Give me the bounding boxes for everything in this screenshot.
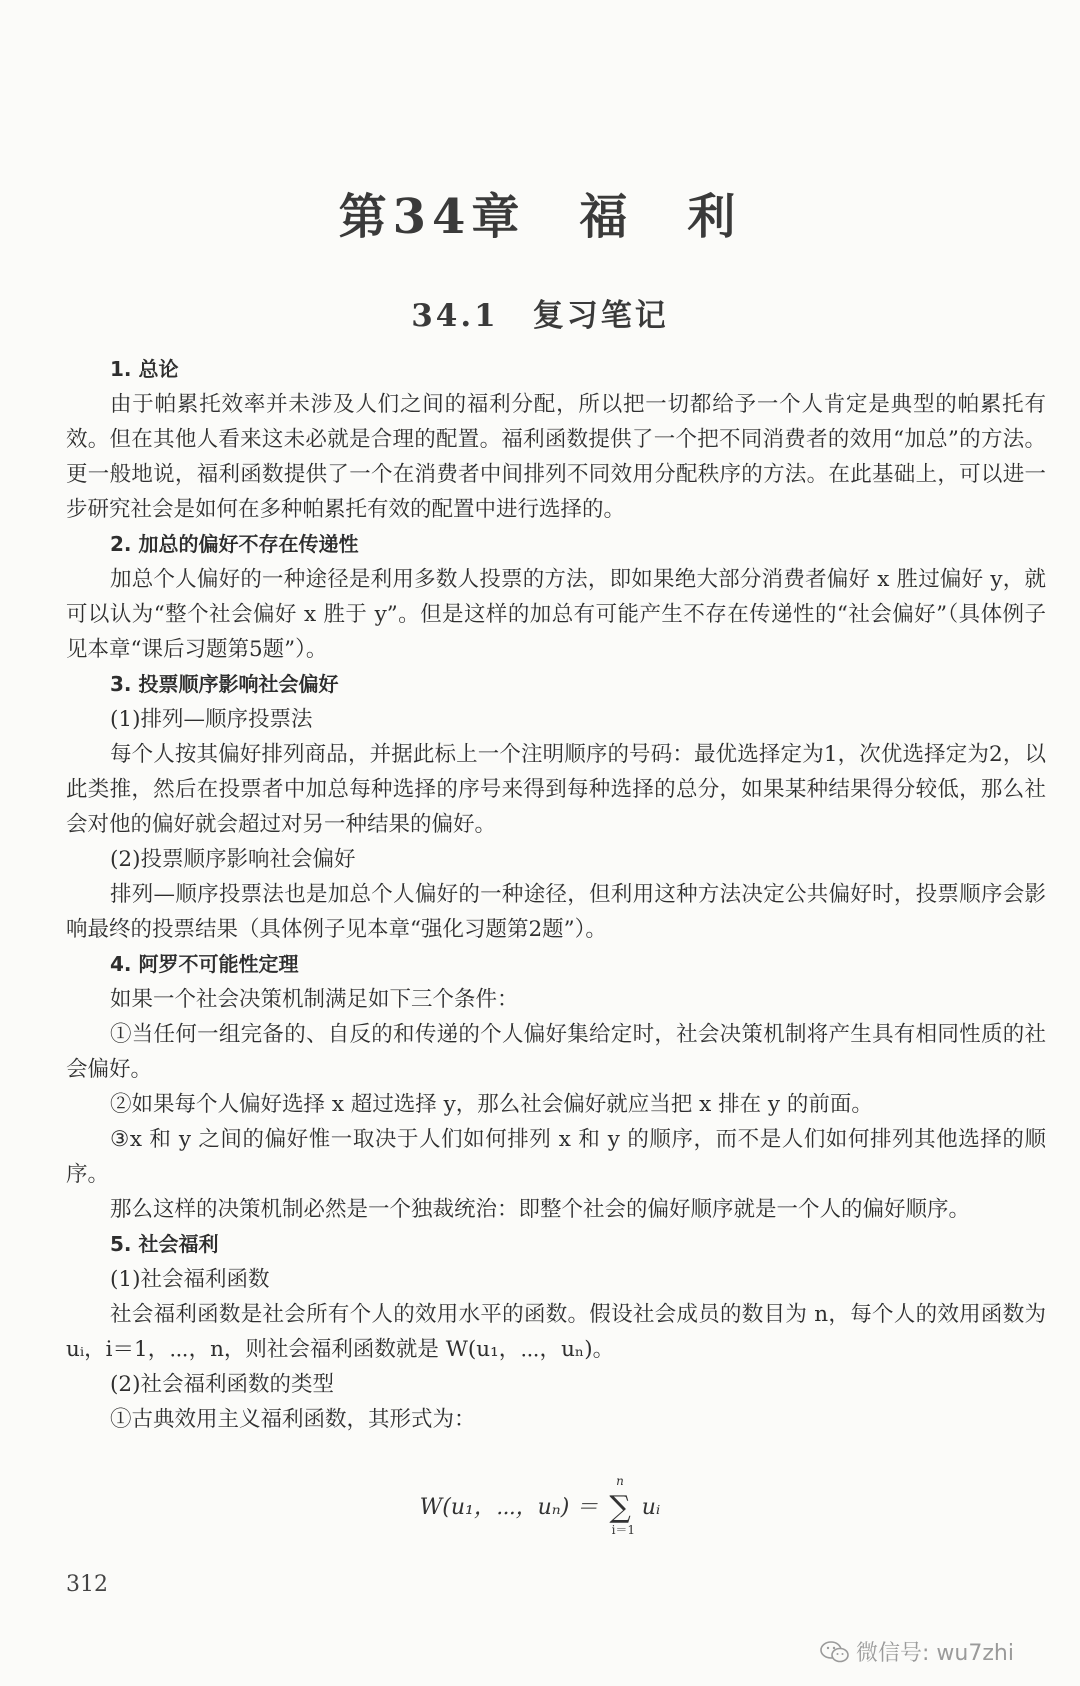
paragraph-intransitivity: 加总个人偏好的一种途径是利用多数人投票的方法，即如果绝大部分消费者偏好 x 胜过偏好 y，就可以认为“整个社会偏好 x 胜于 y”。但是这样的加总有可能产生不存在传递性的“社会偏好”（具体例子见本章“课后习题第5题”）。	[66, 567, 1046, 662]
utilitarian-formula	[0, 1474, 1080, 1537]
body-content	[66, 352, 1046, 1437]
paragraph-welfare-function: 社会福利函数是社会所有个人的效用水平的函数。假设社会成员的数目为 n，每个人的效用函数为 uᵢ，i＝1，⋯，n，则社会福利函数就是 W(u₁，⋯，uₙ)。	[66, 1302, 1046, 1362]
subheading-order-effect: (2)投票顺序影响社会偏好	[110, 847, 356, 872]
subheading-welfare-types: (2)社会福利函数的类型	[110, 1372, 334, 1397]
paragraph-arrow-condition-1: ①当任何一组完备的、自反的和传递的个人偏好集给定时，社会决策机制将产生具有相同性质的社会偏好。	[66, 1022, 1046, 1082]
sigma-symbol: ∑	[609, 1490, 631, 1525]
paragraph-order-effect: 排列—顺序投票法也是加总个人偏好的一种途径，但利用这种方法决定公共偏好时，投票顺序会影响最终的投票结果（具体例子见本章“强化习题第2题”）。	[66, 882, 1046, 942]
heading-intransitivity: 2. 加总的偏好不存在传递性	[110, 532, 359, 556]
summation	[609, 1474, 636, 1537]
paragraph-arrow-intro: 如果一个社会决策机制满足如下三个条件：	[110, 987, 519, 1012]
formula-rhs: uᵢ	[641, 1495, 661, 1520]
paragraph-arrow-condition-2: ②如果每个人偏好选择 x 超过选择 y，那么社会偏好就应当把 x 排在 y 的前面。	[110, 1092, 873, 1117]
heading-arrow-theorem: 4. 阿罗不可能性定理	[110, 952, 299, 976]
chapter-title: 第34章 福 利	[338, 189, 742, 245]
wechat-icon	[820, 1641, 850, 1663]
paragraph-overview: 由于帕累托效率并未涉及人们之间的福利分配，所以把一切都给予一个人肯定是典型的帕累托有效。但在其他人看来这未必就是合理的配置。福利函数提供了一个把不同消费者的效用“加总”的方法。更一般地说，福利函数提供了一个在消费者中间排列不同效用分配秩序的方法。在此基础上，可以进一步研究社会是如何在多种帕累托有效的配置中进行选择的。	[66, 392, 1046, 522]
paragraph-arrow-condition-3: ③x 和 y 之间的偏好惟一取决于人们如何排列 x 和 y 的顺序，而不是人们如何排列其他选择的顺序。	[66, 1127, 1046, 1187]
heading-overview: 1. 总论	[110, 357, 179, 381]
sum-lower-limit: i＝1	[611, 1523, 636, 1537]
paragraph-arrow-conclusion: 那么这样的决策机制必然是一个独裁统治：即整个社会的偏好顺序就是一个人的偏好顺序。	[110, 1197, 971, 1222]
sum-upper-limit: n	[616, 1474, 624, 1488]
formula-lhs: W(u₁，⋯，uₙ) ＝	[419, 1495, 599, 1520]
heading-voting-order: 3. 投票顺序影响社会偏好	[110, 672, 339, 696]
heading-social-welfare: 5. 社会福利	[110, 1232, 219, 1256]
paragraph-classical-utilitarian: ①古典效用主义福利函数，其形式为：	[110, 1407, 476, 1432]
subheading-welfare-function: (1)社会福利函数	[110, 1267, 270, 1292]
paragraph-rank-order: 每个人按其偏好排列商品，并据此标上一个注明顺序的号码：最优选择定为1，次优选择定为2，以此类推，然后在投票者中加总每种选择的序号来得到每种选择的总分，如果某种结果得分较低，那么社会对他的偏好就会超过对另一种结果的偏好。	[66, 742, 1046, 837]
watermark-text: 微信号: wu7zhi	[856, 1641, 1014, 1666]
subheading-rank-order: (1)排列—顺序投票法	[110, 707, 313, 732]
page-number: 312	[66, 1572, 108, 1597]
section-title: 34.1 复习笔记	[411, 298, 669, 334]
wechat-watermark	[820, 1636, 1014, 1667]
